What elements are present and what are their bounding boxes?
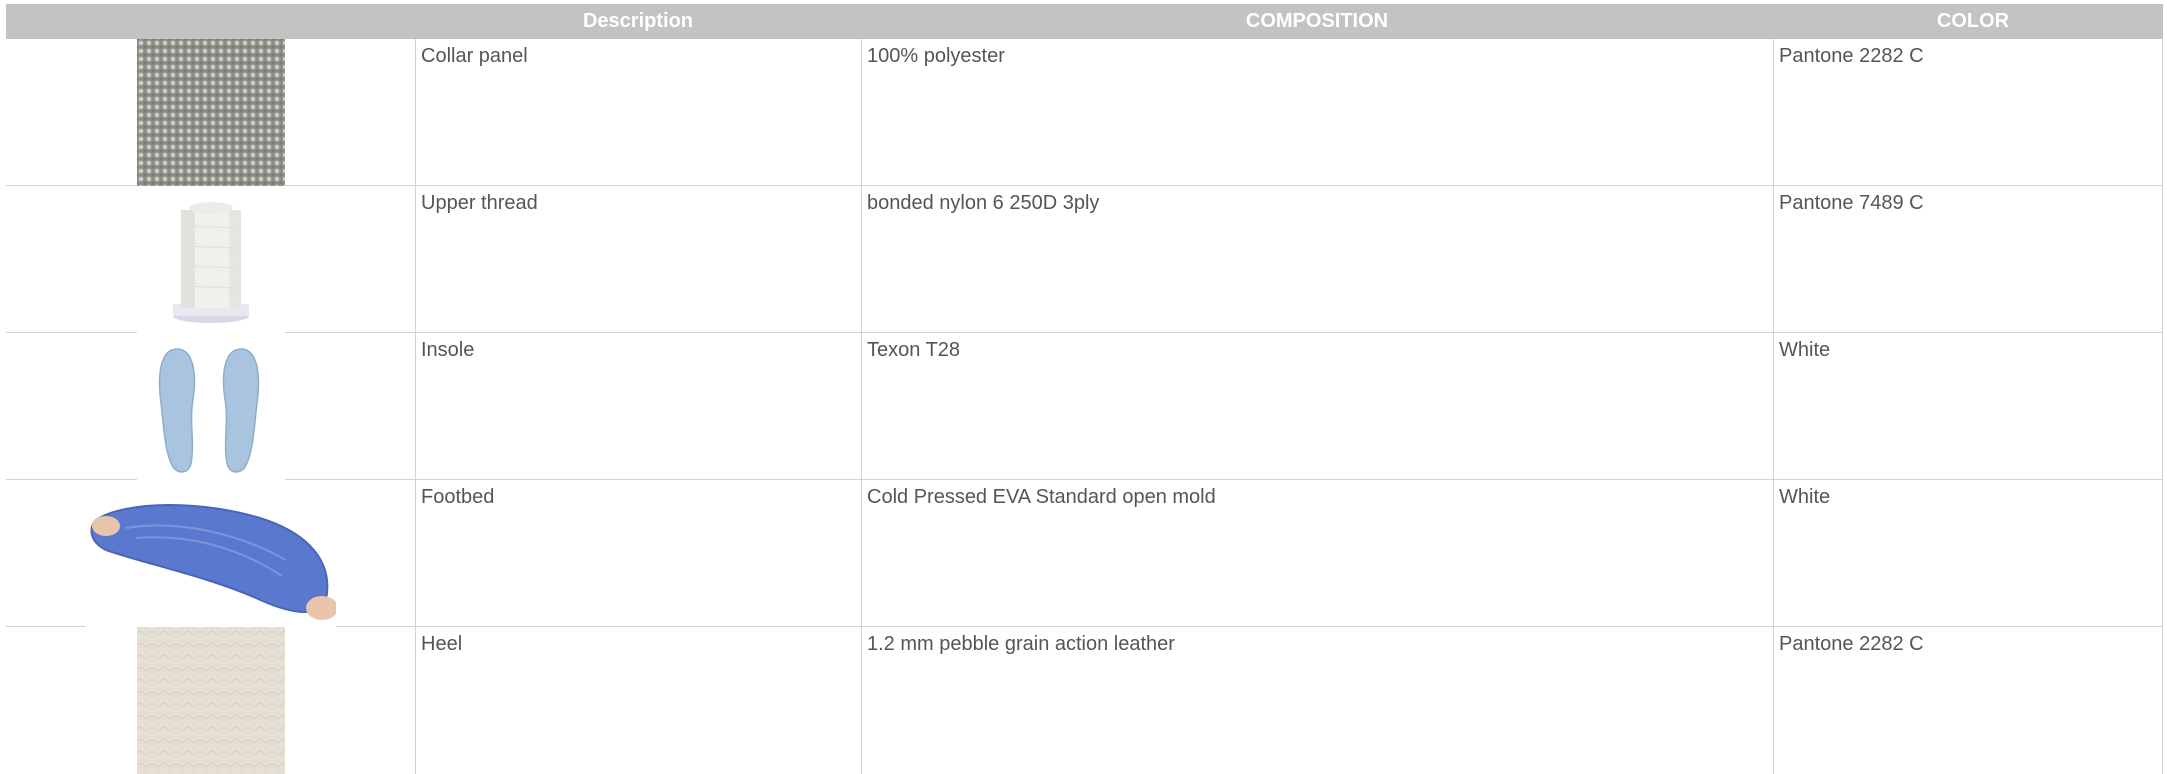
composition-cell: 1.2 mm pebble grain action leather [861,627,1773,774]
table-row [6,39,2163,186]
table-row [6,480,2163,627]
material-image-cell [6,333,415,479]
description-cell: Heel [415,627,861,774]
thread-spool [137,186,285,333]
description-cell: Insole [415,333,861,479]
insole-pair [137,333,285,480]
footbed-bent [86,480,336,627]
color-cell: White [1773,333,2163,479]
color-cell: Pantone 2282 C [1773,627,2163,774]
header-color: COLOR [1936,10,2010,32]
header-composition: COMPOSITION [1245,10,1389,32]
composition-cell: 100% polyester [861,39,1773,185]
color-cell: Pantone 2282 C [1773,39,2163,185]
materials-table [6,4,2163,774]
description-cell: Upper thread [415,186,861,332]
mesh-fabric-swatch [137,39,285,186]
leather-swatch [137,627,285,774]
color-cell: Pantone 7489 C [1773,186,2163,332]
composition-cell: Cold Pressed EVA Standard open mold [861,480,1773,626]
composition-cell: bonded nylon 6 250D 3ply [861,186,1773,332]
table-row [6,333,2163,480]
table-row [6,186,2163,333]
material-image-cell [6,39,415,185]
table-header [6,4,2163,39]
description-cell: Footbed [415,480,861,626]
material-image-cell [6,480,415,626]
composition-cell: Texon T28 [861,333,1773,479]
header-description: Description [582,10,694,32]
material-image-cell [6,627,415,774]
table-row [6,627,2163,774]
material-image-cell [6,186,415,332]
description-cell: Collar panel [415,39,861,185]
color-cell: White [1773,480,2163,626]
